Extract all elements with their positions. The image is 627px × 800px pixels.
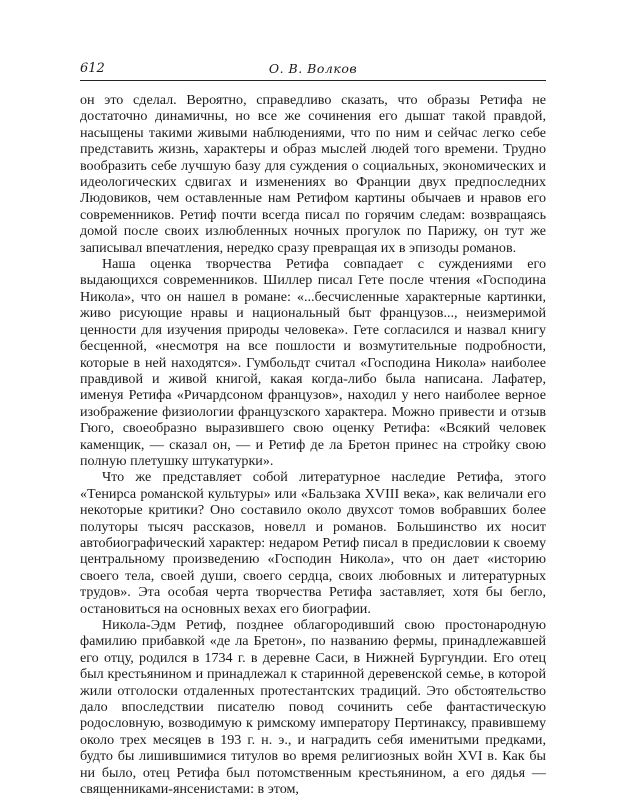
paragraph-biography: Никола-Эдм Ретиф, позднее облагородивший свою простонародную фамилию прибавкой «де ла Бретон», по названию фермы, принадлежавшей его отцу, родился в 1734 г. в деревне Саси, в Нижней Бургундии. Его отец был крестьянином и принадлежал к старинной деревенской семье, в которой жили отголоски отдаленных протестантских традиций. Это обстоятельство дало впоследствии писателю повод сочинить себе фантастическую родословную, возводимую к римскому императору Пертинаксу, правившему около трех месяцев в 193 г. н. э., и наградить себя именитыми предками, будто бы лишившимися титулов во время религиозных войн XVI в. Как бы ни было, отец Ретифа был потомственным крестьянином, а его дядья — священниками-янсенистами: в этом,	[80, 617, 546, 798]
paragraph-contemporaries: Наша оценка творчества Ретифа совпадает с суждениями его выдающихся современников. Шиллер писал Гете после чтения «Господина Никола», что он нашел в романе: «...бесчисленные характерные картинки, живо рисующие нравы и национальный быт французов..., неизмеримой ценности для изучения природы человека». Гете согласился и назвал книгу бесценной, «несмотря на все пошлости и возмутительные подробности, которые в ней находятся». Гумбольдт считал «Господина Никола» наиболее правдивой и живой книгой, какая когда-либо была написана. Лафатер, именуя Ретифа «Ричардсоном французов», находил у него наиболее верное изображение физиологии французского характера. Можно привести и отзыв Гюго, своеобразно выразившего свою оценку Ретифа: «Всякий человек каменщик, — сказал он, — и Ретиф де ла Бретон принес на стройку свою полную плетушку штукатурки».	[80, 256, 546, 469]
paragraph-literary-heritage: Что же представляет собой литературное наследие Ретифа, этого «Тенирса романской культуры» или «Бальзака XVIII века», как величали его некоторые критики? Оно составило около двухсот томов вобравших более полуторы тысяч рассказов, новелл и романов. Большинство их носит автобиографический характер: недаром Ретиф писал в предисловии к своему центральному произведению «Господин Никола», что он дает «историю своего тела, своей души, своего сердца, своих любовных и литературных трудов». Эта особая черта творчества Ретифа заставляет, хотя бы бегло, остановиться на основных вехах его биографии.	[80, 469, 546, 617]
body-text	[80, 92, 546, 797]
paragraph-continuation: он это сделал. Вероятно, справедливо сказать, что образы Ретифа не достаточно динамичны, но все же сочинения его дышат такой правдой, насыщены такими живыми наблюдениями, что по ним и сейчас легко себе представить жизнь, характеры и образ мыслей людей того времени. Трудно вообразить себе лучшую базу для суждения о социальных, экономических и идеологических сдвигах и изменениях во Франции двух предпоследних Людовиков, чем оставленные нам Ретифом картины обычаев и нравов его современников. Ретиф почти всегда писал по горячим следам: возвращаясь домой после своих излюбленных ночных прогулок по Парижу, он тут же записывал впечатления, нередко сразу превращая их в эпизоды романов.	[80, 92, 546, 256]
page-header	[80, 60, 546, 81]
running-title: О. В. Волков	[268, 61, 358, 76]
page-number: 612	[80, 61, 105, 76]
